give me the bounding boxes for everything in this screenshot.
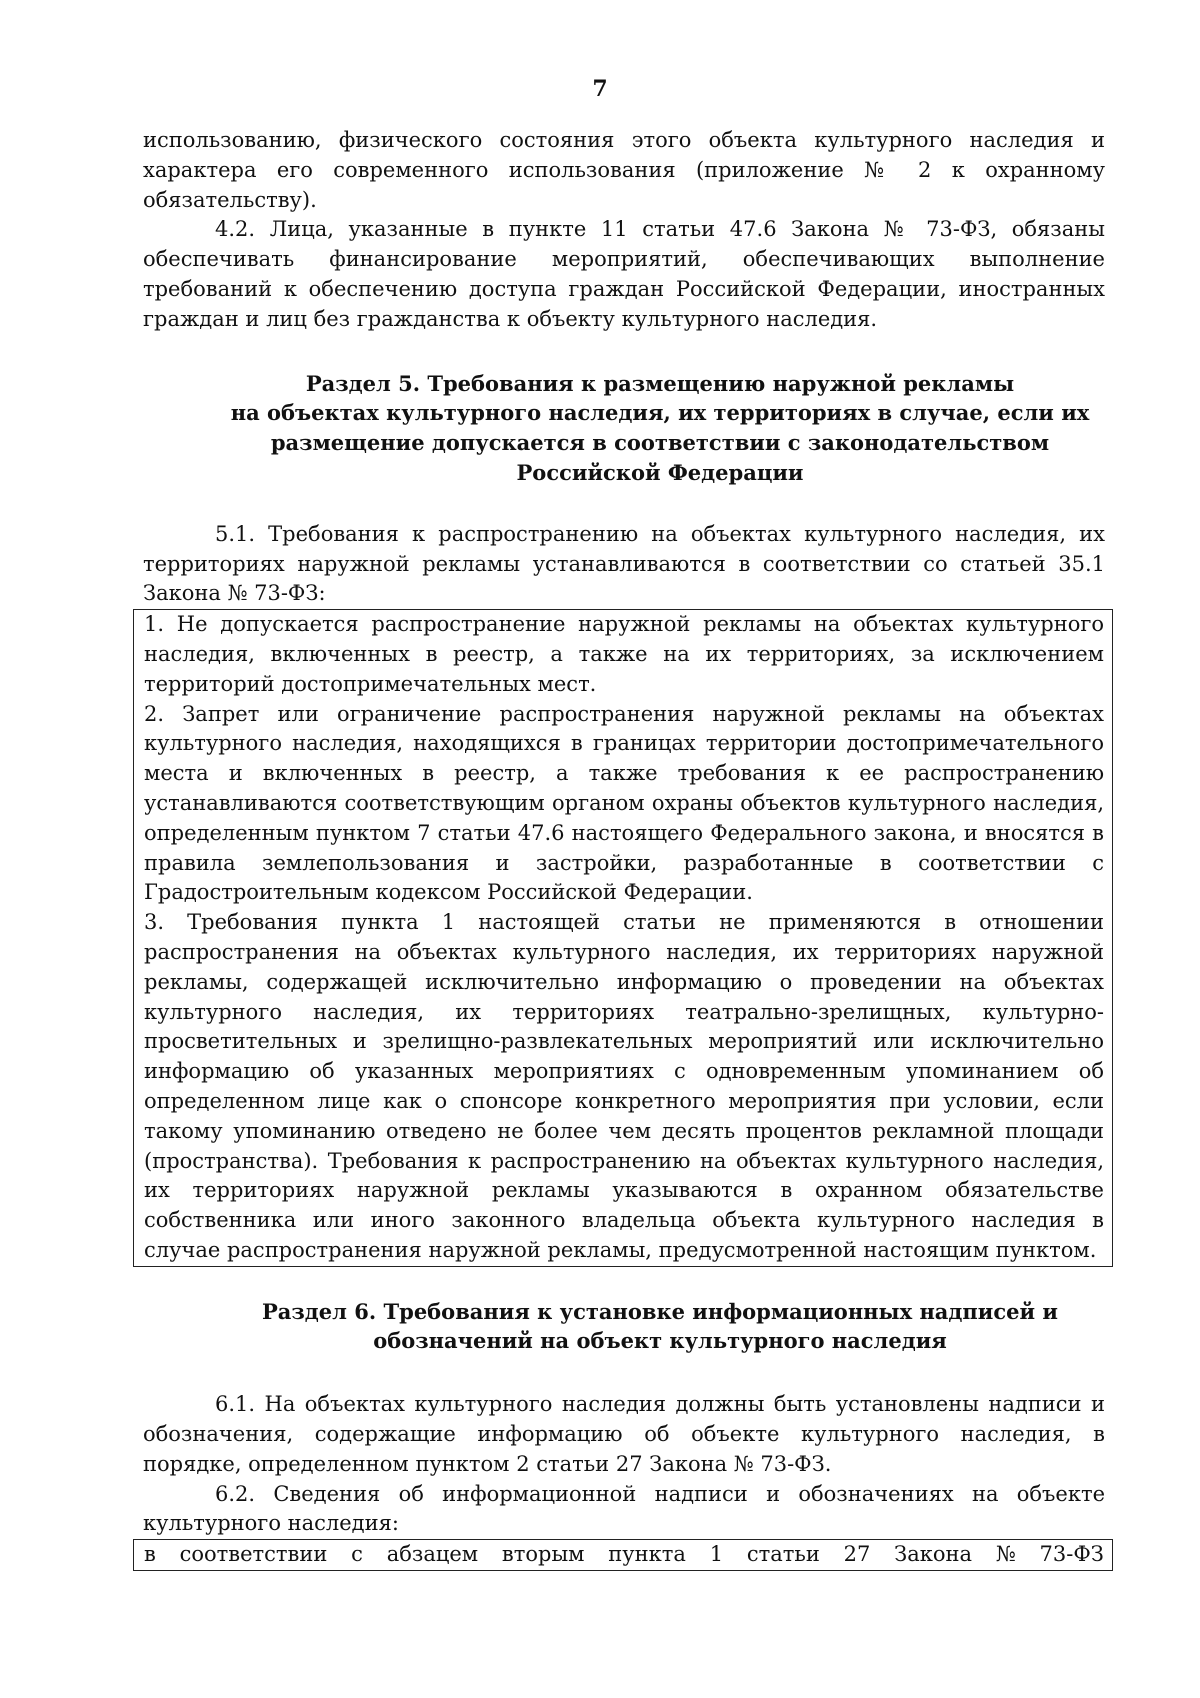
- paragraph-6-2: 6.2. Сведения об информационной надписи и обозначениях на объекте культурного наследия:: [143, 1481, 1105, 1536]
- info-inscription-word: статьи: [746, 1542, 820, 1567]
- document-body: [143, 126, 1105, 1571]
- info-inscription-word: Закона: [894, 1542, 973, 1567]
- section-6-heading-line: Раздел 6. Требования к установке информационных надписей и: [262, 1298, 1058, 1324]
- info-inscription-word: №: [995, 1542, 1016, 1567]
- section-5-heading-line: Российской Федерации: [516, 459, 804, 485]
- info-inscription-word: 1: [709, 1542, 724, 1567]
- law-quote-item-3: 3. Требования пункта 1 настоящей статьи не применяются в отношении распространения на объектах культурного наследия, их территориях наружной рекламы, содержащей исключительно информацию о проведении на объектах культурного наследия, их территориях театрально-зрелищных, культурно-просветительных и зрелищно-развлекательных мероприятий или исключительно информацию об указанных мероприятиях с одновременным упоминанием об определенном лице как о спонсоре конкретного мероприятия при условии, если такому упоминанию отведено не более чем десять процентов рекламной площади (пространства). Требования к распространению на объектах культурного наследия, их территориях наружной рекламы указываются в охранном обязательстве собственника или иного законного владельца объекта культурного наследия в случае распространения наружной рекламы, предусмотренной настоящим пунктом.: [144, 910, 1104, 1262]
- section-6-heading: [143, 1297, 1105, 1357]
- section-5-heading-line: размещение допускается в соответствии с законодательством: [270, 430, 1050, 456]
- section-6-heading-line: обозначений на объект культурного наследия: [373, 1328, 947, 1354]
- paragraph-6-1: 6.1. На объектах культурного наследия должны быть установлены надписи и обозначения, содержащие информацию об объекте культурного наследия, в порядке, определенном пунктом 2 статьи 27 Закона № 73-ФЗ.: [143, 1392, 1105, 1476]
- paragraph-5-1: 5.1. Требования к распространению на объектах культурного наследия, их территориях наружной рекламы устанавливаются в соответствии со статьей 35.1 Закона № 73-ФЗ:: [143, 521, 1105, 606]
- info-inscription-word: 27: [843, 1542, 871, 1567]
- info-inscription-word: с: [351, 1542, 363, 1567]
- section-5-heading-line: Раздел 5. Требования к размещению наружной рекламы: [305, 370, 1015, 396]
- law-quote-item-1: 1. Не допускается распространение наружной рекламы на объектах культурного наследия, включенных в реестр, а также на их территориях, за исключением территорий достопримечательных мест.: [144, 612, 1104, 696]
- info-inscription-word: соответствии: [179, 1542, 328, 1567]
- info-inscription-word: абзацем: [386, 1542, 479, 1567]
- law-quote-box: [133, 609, 1113, 1267]
- law-quote-item-2: 2. Запрет или ограничение распространения наружной рекламы на объектах культурного наследия, находящихся в границах территории достопримечательного места и включенных в реестр, а также требования к ее распространению устанавливаются соответствующим органом охраны объектов культурного наследия, определенным пунктом 7 статьи 47.6 настоящего Федерального закона, и вносятся в правила землепользования и застройки, разработанные в соответствии с Градостроительным кодексом Российской Федерации.: [144, 701, 1104, 905]
- info-inscription-word: 73-ФЗ: [1039, 1542, 1104, 1567]
- info-inscription-line: [144, 1540, 1104, 1570]
- section-5-heading: [143, 369, 1105, 488]
- section-5-heading-line: на объектах культурного наследия, их территориях в случае, если их: [230, 400, 1090, 426]
- paragraph-continuation: использованию, физического состояния этого объекта культурного наследия и характера его современного использования (приложение № 2 к охранному обязательству).: [143, 128, 1105, 212]
- info-inscription-word: пункта: [608, 1542, 686, 1567]
- paragraph-4-2: 4.2. Лица, указанные в пункте 11 статьи 47.6 Закона № 73-ФЗ, обязаны обеспечивать финансирование мероприятий, обеспечивающих выполнение требований к обеспечению доступа граждан Российской Федерации, иностранных граждан и лиц без гражданства к объекту культурного наследия.: [143, 217, 1105, 331]
- info-inscription-box: [133, 1539, 1113, 1571]
- info-inscription-word: в: [144, 1542, 156, 1567]
- page-number: 7: [592, 76, 608, 102]
- info-inscription-word: вторым: [501, 1542, 585, 1567]
